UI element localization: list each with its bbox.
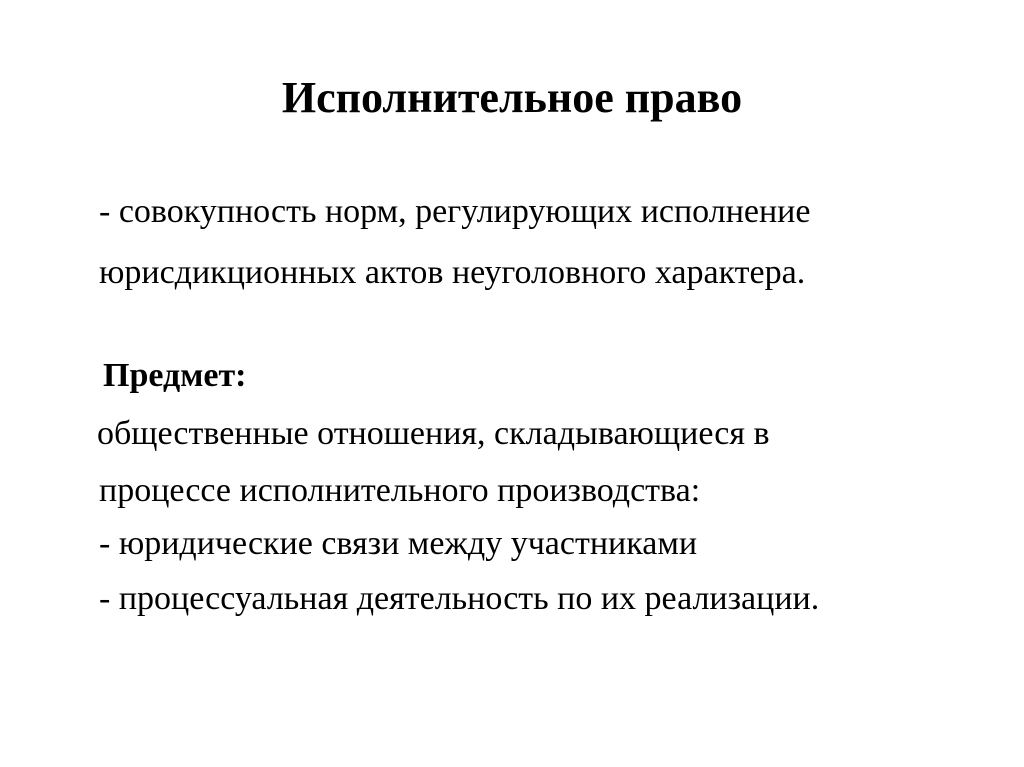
subject-bullet-1: - юридические связи между участниками bbox=[99, 525, 698, 562]
subject-bullet-2: - процессуальная деятельность по их реализации. bbox=[99, 580, 820, 617]
subject-line-2: процессе исполнительного производства: bbox=[99, 472, 701, 509]
slide-title: Исполнительное право bbox=[281, 73, 743, 122]
definition-line-1: - совокупность норм, регулирующих исполнение bbox=[99, 193, 811, 230]
definition-line-2: юрисдикционных актов неуголовного характера. bbox=[99, 254, 806, 291]
subject-line-1: общественные отношения, складывающиеся в bbox=[97, 415, 770, 452]
subject-heading: Предмет: bbox=[103, 357, 247, 394]
